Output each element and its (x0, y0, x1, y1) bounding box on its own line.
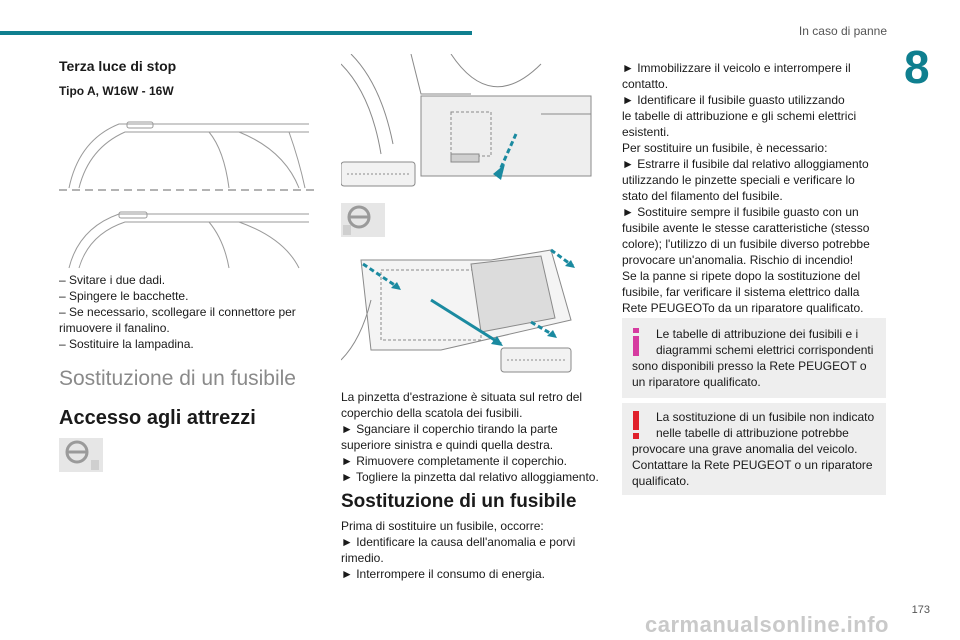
body-line: La pinzetta d'estrazione è situata sul retro del (341, 390, 583, 404)
step-line: – Sostituire la lampadina. (59, 337, 194, 351)
body-line: fusibile, far verificare il sistema elettrico dalla (622, 285, 860, 299)
header-accent-bar (0, 31, 472, 35)
steering-wheel-icon (59, 438, 103, 472)
subsection-title: Accesso agli attrezzi (59, 407, 256, 429)
body-line: ► Interrompere il consumo di energia. (341, 567, 545, 581)
body-line: ► Rimuovere completamente il coperchio. (341, 454, 567, 468)
steering-wheel-icon (341, 203, 385, 237)
warning-icon (632, 411, 640, 439)
warning-line: nelle tabelle di attribuzione potrebbe (656, 426, 849, 440)
third-stop-light-illustration (59, 110, 319, 270)
section-title-fuse: Sostituzione di un fusibile (341, 491, 577, 512)
body-line: contatto. (622, 77, 669, 91)
heading-type-a: Tipo A, W16W - 16W (59, 84, 174, 98)
body-line: Per sostituire un fusibile, è necessario: (622, 141, 828, 155)
body-line: ► Sganciare il coperchio tirando la parte (341, 422, 558, 436)
running-header: In caso di panne (798, 24, 887, 38)
body-line: le tabelle di attribuzione e gli schemi elettrici (622, 109, 857, 123)
warning-line: La sostituzione di un fusibile non indicato (656, 410, 875, 424)
warning-box (622, 403, 886, 495)
body-line: stato del filamento del fusibile. (622, 189, 783, 203)
body-line: ► Identificare la causa dell'anomalia e porvi (341, 535, 576, 549)
chapter-number: 8 (904, 41, 930, 93)
body-line: esistenti. (622, 125, 670, 139)
fuse-box-cover-illustration (341, 240, 603, 382)
warning-line: Contattare la Rete PEUGEOT o un riparatore (632, 458, 873, 472)
body-line: Se la panne si ripete dopo la sostituzione del (622, 269, 861, 283)
body-line: superiore sinistra e quindi quella destra. (341, 438, 554, 452)
page-number: 173 (911, 604, 930, 616)
body-line: Rete PEUGEOTo da un riparatore qualificato. (622, 301, 864, 315)
info-line: un riparatore qualificato. (632, 375, 761, 389)
step-line: rimuovere il fanalino. (59, 321, 170, 335)
section-title: Sostituzione di un fusibile (59, 367, 296, 390)
step-line: – Spingere le bacchette. (59, 289, 189, 303)
body-line: ► Estrarre il fusibile dal relativo alloggiamento (622, 157, 869, 171)
warning-line: provocare una grave anomalia del veicolo. (632, 442, 858, 456)
body-line: rimedio. (341, 551, 384, 565)
body-line: colore); l'utilizzo di un fusibile diverso potrebbe (622, 237, 870, 251)
body-line: ► Sostituire sempre il fusibile guasto con un (622, 205, 859, 219)
step-line: – Svitare i due dadi. (59, 273, 166, 287)
body-line: Prima di sostituire un fusibile, occorre: (341, 519, 544, 533)
body-line: fusibile avente le stesse caratteristiche (stesso (622, 221, 870, 235)
body-line: ► Immobilizzare il veicolo e interrompere il (622, 61, 851, 75)
body-line: ► Identificare il fusibile guasto utilizzando (622, 93, 845, 107)
warning-line: qualificato. (632, 474, 690, 488)
info-icon (632, 328, 640, 356)
watermark: carmanualsonline.info (645, 612, 889, 637)
body-line: provocare un'anomalia. Rischio di incendio! (622, 253, 854, 267)
info-box (622, 318, 886, 398)
heading-third-stop-light: Terza luce di stop (59, 58, 177, 74)
body-line: coperchio della scatola dei fusibili. (341, 406, 523, 420)
info-line: sono disponibili presso la Rete PEUGEOT o (632, 359, 867, 373)
fuse-box-location-illustration (341, 54, 603, 194)
info-line: Le tabelle di attribuzione dei fusibili e i (656, 327, 859, 341)
body-line: ► Togliere la pinzetta dal relativo alloggiamento. (341, 470, 599, 484)
body-line: utilizzando le pinzette speciali e verificare lo (622, 173, 855, 187)
step-line: – Se necessario, scollegare il connettore per (59, 305, 296, 319)
info-line: diagrammi schemi elettrici corrispondenti (656, 343, 874, 357)
